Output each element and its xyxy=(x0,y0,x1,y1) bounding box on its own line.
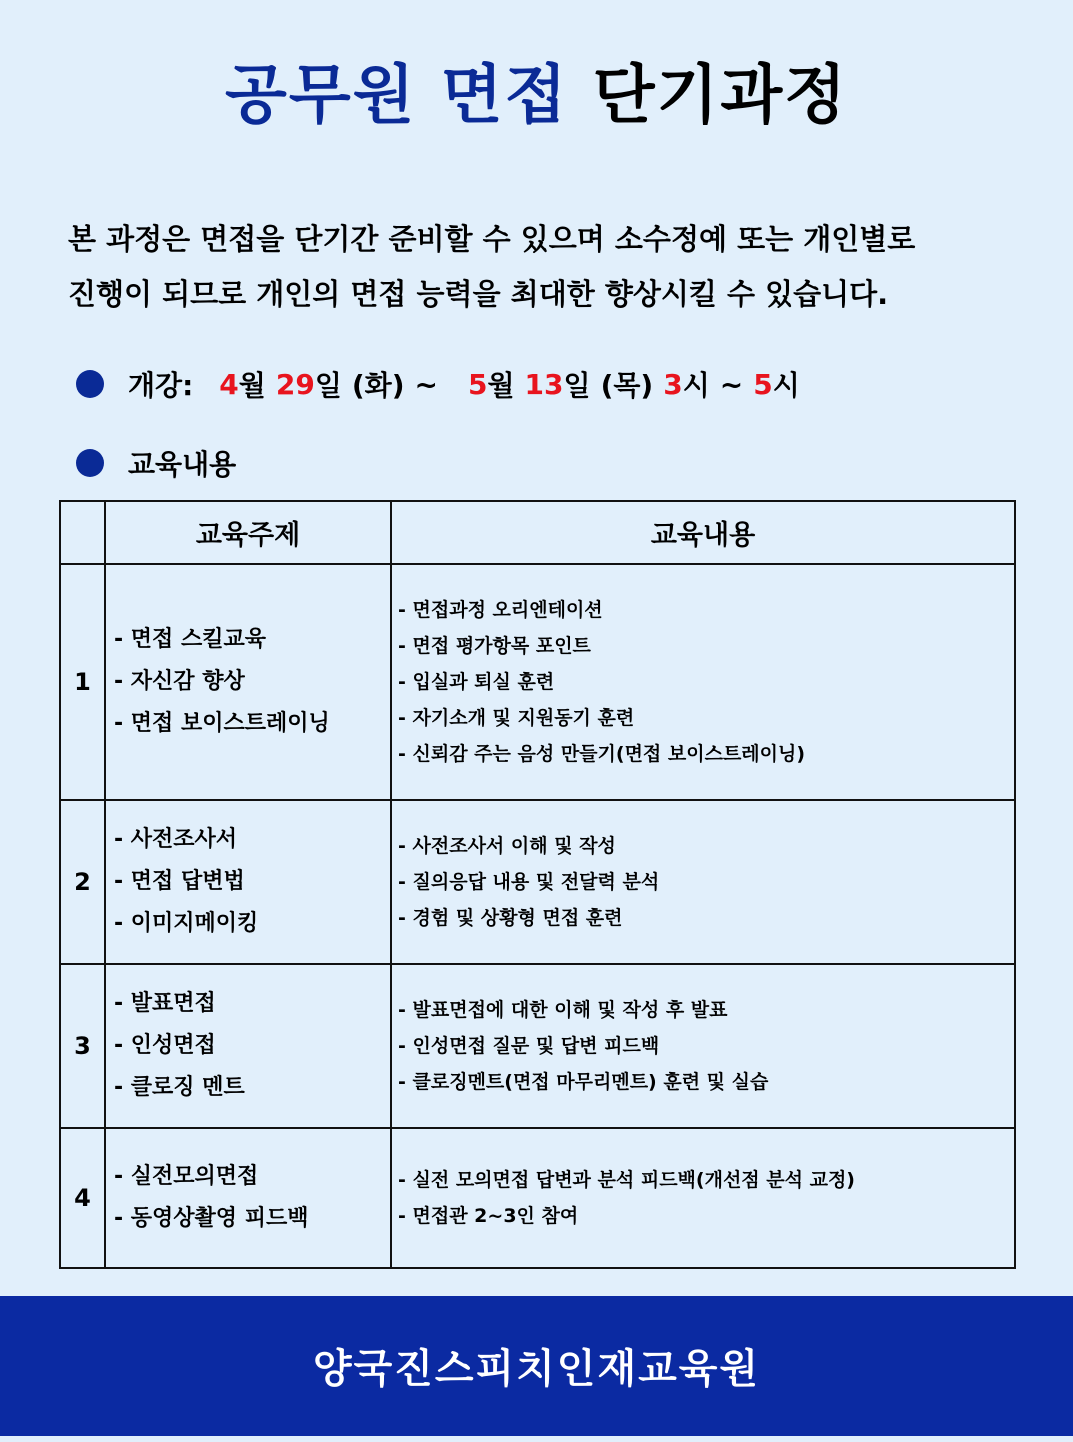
header-topic: 교육주제 xyxy=(105,501,391,564)
detail-item: - 경험 및 상황형 면접 훈련 xyxy=(398,907,623,929)
period-tilde: ~ xyxy=(414,367,438,401)
title-part-2: 면접 xyxy=(440,59,569,133)
title-part-1: 공무원 xyxy=(225,59,417,133)
topic-item: - 사전조사서 xyxy=(114,827,238,852)
period-label: 개강: xyxy=(128,369,194,402)
topic-item: - 면접 답변법 xyxy=(114,869,245,894)
row-number: 4 xyxy=(60,1128,105,1268)
topic-item: - 면접 보이스트레이닝 xyxy=(114,711,330,736)
topic-cell xyxy=(105,564,391,800)
title-part-3: 단기과정 xyxy=(592,59,848,133)
footer-banner xyxy=(0,1296,1073,1436)
detail-cell xyxy=(391,800,1015,964)
topic-cell xyxy=(105,1128,391,1268)
bullet-dot-icon xyxy=(76,370,104,398)
day-unit-2: 일 xyxy=(563,369,591,402)
topic-cell xyxy=(105,964,391,1128)
header-num xyxy=(60,501,105,564)
month-unit: 월 xyxy=(238,369,266,402)
topic-item: - 발표면접 xyxy=(114,991,216,1016)
page-title xyxy=(0,44,1073,136)
detail-item: - 면접 평가항목 포인트 xyxy=(398,635,591,657)
detail-item: - 면접과정 오리엔테이션 xyxy=(398,599,603,621)
detail-item: - 입실과 퇴실 훈련 xyxy=(398,671,555,693)
period-row xyxy=(76,364,800,404)
start-day: 29 xyxy=(275,367,315,401)
topic-item: - 클로징 멘트 xyxy=(114,1075,245,1100)
table-row xyxy=(60,800,1015,964)
topic-item: - 이미지메이킹 xyxy=(114,911,259,936)
topic-item: - 인성면접 xyxy=(114,1033,216,1058)
curriculum-table xyxy=(59,500,1016,1269)
day-unit: 일 xyxy=(314,369,342,402)
end-weekday: (목) xyxy=(600,369,654,402)
end-day: 13 xyxy=(524,367,564,401)
detail-item: - 발표면접에 대한 이해 및 작성 후 발표 xyxy=(398,999,728,1021)
detail-item: - 신뢰감 주는 음성 만들기(면접 보이스트레이닝) xyxy=(398,743,806,765)
month-unit-2: 월 xyxy=(487,369,515,402)
topic-cell xyxy=(105,800,391,964)
hour-unit: 시 xyxy=(682,369,710,402)
row-number: 2 xyxy=(60,800,105,964)
topic-item: - 동영상촬영 피드백 xyxy=(114,1206,309,1231)
detail-cell xyxy=(391,1128,1015,1268)
time-tilde: ~ xyxy=(719,367,744,401)
start-month: 4 xyxy=(219,367,239,401)
topic-item: - 면접 스킬교육 xyxy=(114,627,266,652)
detail-item: - 질의응답 내용 및 전달력 분석 xyxy=(398,871,660,893)
table-header-row xyxy=(60,501,1015,564)
start-hour: 3 xyxy=(663,367,683,401)
table-row xyxy=(60,1128,1015,1268)
hour-unit-2: 시 xyxy=(772,369,800,402)
detail-item: - 실전 모의면접 답변과 분석 피드백(개선점 분석 교정) xyxy=(398,1169,855,1191)
topic-item: - 실전모의면접 xyxy=(114,1164,259,1189)
table-row xyxy=(60,564,1015,800)
intro-line-1: 본 과정은 면접을 단기간 준비할 수 있으며 소수정예 또는 개인별로 xyxy=(68,222,916,256)
content-heading-row xyxy=(76,443,236,483)
footer-org-name: 양국진스피치인재교육원 xyxy=(312,1346,761,1392)
detail-item: - 자기소개 및 지원동기 훈련 xyxy=(398,707,635,729)
row-number: 1 xyxy=(60,564,105,800)
row-number: 3 xyxy=(60,964,105,1128)
detail-item: - 사전조사서 이해 및 작성 xyxy=(398,835,616,857)
intro-line-2: 진행이 되므로 개인의 면접 능력을 최대한 향상시킬 수 있습니다. xyxy=(68,277,889,311)
detail-cell xyxy=(391,564,1015,800)
table-row xyxy=(60,964,1015,1128)
end-month: 5 xyxy=(468,367,488,401)
detail-item: - 인성면접 질문 및 답변 피드백 xyxy=(398,1035,660,1057)
detail-item: - 면접관 2~3인 참여 xyxy=(398,1205,579,1227)
intro-paragraph xyxy=(68,212,1028,322)
content-heading: 교육내용 xyxy=(128,448,237,481)
header-detail: 교육내용 xyxy=(391,501,1015,564)
detail-cell xyxy=(391,964,1015,1128)
detail-item: - 클로징멘트(면접 마무리멘트) 훈련 및 실습 xyxy=(398,1071,769,1093)
bullet-dot-icon xyxy=(76,449,104,477)
topic-item: - 자신감 향상 xyxy=(114,669,245,694)
end-hour: 5 xyxy=(753,367,773,401)
start-weekday: (화) xyxy=(351,369,405,402)
